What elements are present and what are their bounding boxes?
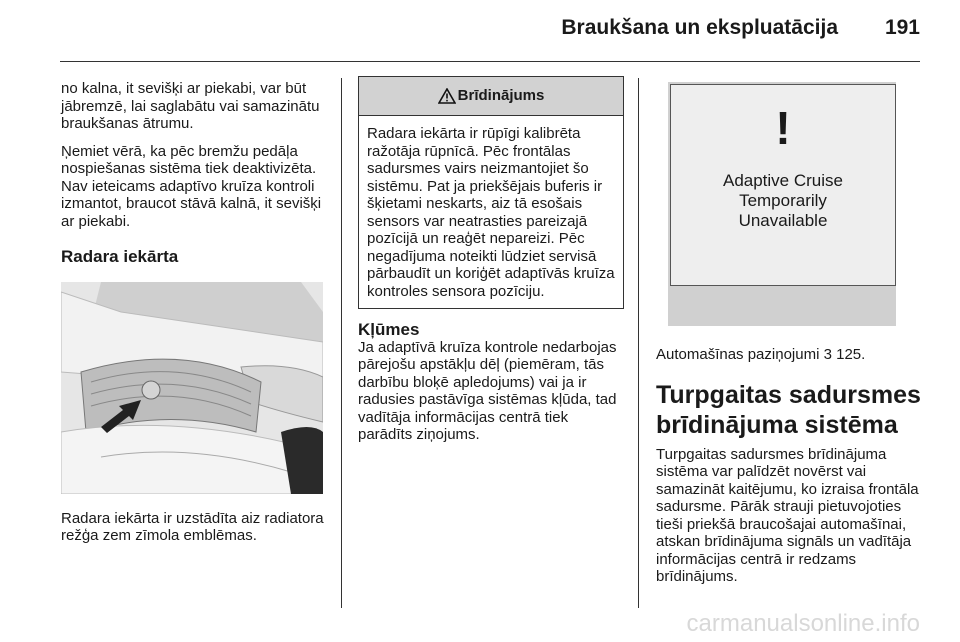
cross-reference xyxy=(656,346,924,364)
radar-caption: Radara iekārta ir uzstādīta aiz radiatora režģa zem zīmola emblēmas. xyxy=(61,509,324,544)
column-divider-left xyxy=(341,78,342,608)
page-header xyxy=(0,0,960,62)
reference-page: 125. xyxy=(836,346,866,363)
paragraph-downhill: no kalna, it sevišķi ar piekabi, var būt jābremzē, lai saglabātu vai samazinātu braukšanas ātrumu. xyxy=(61,80,320,132)
section-heading-faults: Kļūmes xyxy=(358,320,420,339)
warning-triangle-icon xyxy=(438,88,456,104)
faults-text: Ja adaptīvā kruīza kontrole nedarbojas pārejošu apstākļu dēļ (piemēram, tās darbību bloķē apledojums) vai ja ir radusies pastāvīga sistēmas kļūda, tad vadītāja informācijas centrā tiek parādīts ziņojums. xyxy=(358,338,617,443)
warning-text: Radara iekārta ir rūpīgi kalibrēta ražotāja rūpnīcā. Pēc frontālas sadursmes vairs neizmantojiet šo sistēmu. Pat ja priekšējais buferis ir šķietami neskarts, aiz tā esošais sensors var neatrasties pareizajā pozīcijā un reaģēt nepareizi. Pēc negadījuma noteikti lūdziet servisā pārbaudīt un koriģēt adaptīvās kruīza kontroles sensora pozīciju. xyxy=(367,125,615,300)
exclamation-icon: ! xyxy=(775,102,791,154)
display-line-2: Temporarily xyxy=(739,191,827,210)
fcw-text: Turpgaitas sadursmes brīdinājuma sistēma var palīdzēt novērst vai samazināt kaitējumu, ko izraisa frontāla sadursme. Pārāk strauji pietuvojoties tieši priekšā braucošajai automašīnai, atskan brīdinājuma signāls un vadītāja informācijas centrā ir redzams brīdinājums. xyxy=(656,445,919,585)
page-number: 191 xyxy=(884,16,920,39)
reference-arrow-icon: 3 xyxy=(823,346,832,363)
car-front-illustration xyxy=(61,282,323,494)
middle-column xyxy=(358,76,624,444)
warning-header xyxy=(359,77,623,116)
header-rule xyxy=(60,61,920,62)
display-line-3: Unavailable xyxy=(738,211,828,230)
warning-box xyxy=(358,76,624,309)
radar-location-photo xyxy=(61,282,323,494)
section-heading-fcw-line2: brīdinājuma sistēma xyxy=(656,410,898,439)
watermark: carmanualsonline.info xyxy=(686,610,920,637)
paragraph-brake-pedal: Ņemiet vērā, ka pēc bremžu pedāļa nospiešanas sistēma tiek deaktivizēta. Nav ieteicams adaptīvo kruīza kontroli izmantot, braucot stāvā kalnā, it sevišķi ar piekabi. xyxy=(61,142,322,230)
right-column xyxy=(656,80,924,586)
display-line-1: Adaptive Cruise xyxy=(722,171,843,190)
section-heading-radar: Radara iekārta xyxy=(61,247,179,266)
warning-title: Brīdinājums xyxy=(457,87,545,105)
header-title: Braukšana un ekspluatācija xyxy=(561,16,838,39)
column-divider-right xyxy=(638,78,639,608)
section-heading-fcw-line1: Turpgaitas sadursmes xyxy=(656,380,921,409)
left-column xyxy=(61,80,329,545)
display-screen xyxy=(670,84,896,286)
driver-info-display xyxy=(668,82,896,326)
reference-text: Automašīnas paziņojumi xyxy=(656,346,820,363)
